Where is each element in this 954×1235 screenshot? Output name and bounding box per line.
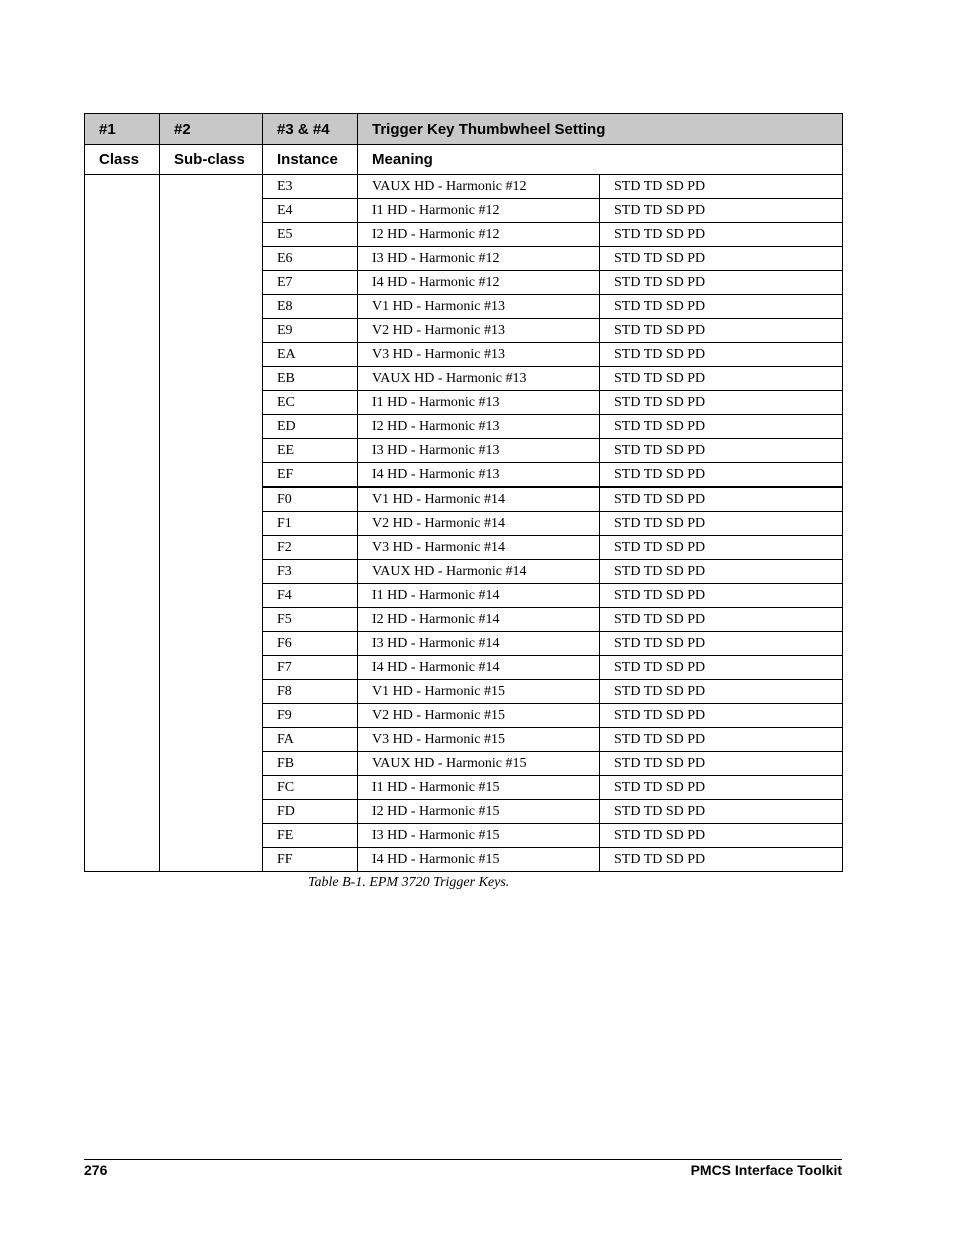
class-cell [85, 560, 160, 584]
table-row [85, 848, 843, 872]
meaning-cell: V2 HD - Harmonic #14 [358, 512, 600, 536]
table-row [85, 728, 843, 752]
table-row [85, 680, 843, 704]
class-cell [85, 199, 160, 223]
header-row-2 [85, 145, 843, 175]
instance-cell: F6 [263, 632, 358, 656]
flags-cell: STD TD SD PD [600, 680, 843, 704]
sub-class-cell [160, 175, 263, 199]
trigger-key-table-container [84, 113, 842, 872]
instance-cell: F3 [263, 560, 358, 584]
flags-cell: STD TD SD PD [600, 415, 843, 439]
flags-cell: STD TD SD PD [600, 608, 843, 632]
flags-cell: STD TD SD PD [600, 247, 843, 271]
meaning-cell: VAUX HD - Harmonic #14 [358, 560, 600, 584]
table-row [85, 776, 843, 800]
flags-cell: STD TD SD PD [600, 295, 843, 319]
flags-cell: STD TD SD PD [600, 632, 843, 656]
class-cell [85, 800, 160, 824]
sub-class-cell [160, 319, 263, 343]
flags-cell: STD TD SD PD [600, 704, 843, 728]
instance-cell: F2 [263, 536, 358, 560]
table-row [85, 584, 843, 608]
meaning-cell: V3 HD - Harmonic #14 [358, 536, 600, 560]
table-row [85, 704, 843, 728]
instance-cell: FD [263, 800, 358, 824]
table-row [85, 271, 843, 295]
instance-cell: EC [263, 391, 358, 415]
table-row [85, 463, 843, 488]
table-row [85, 632, 843, 656]
class-cell [85, 776, 160, 800]
class-cell [85, 343, 160, 367]
sub-class-cell [160, 415, 263, 439]
sub-class-cell [160, 343, 263, 367]
table-row [85, 752, 843, 776]
header-col-1: #1 [85, 114, 160, 145]
class-cell [85, 271, 160, 295]
meaning-cell: I1 HD - Harmonic #12 [358, 199, 600, 223]
flags-cell: STD TD SD PD [600, 848, 843, 872]
table-row [85, 656, 843, 680]
table-row [85, 415, 843, 439]
table-row [85, 199, 843, 223]
instance-cell: FB [263, 752, 358, 776]
flags-cell: STD TD SD PD [600, 560, 843, 584]
flags-cell: STD TD SD PD [600, 463, 843, 488]
instance-cell: F9 [263, 704, 358, 728]
class-cell [85, 704, 160, 728]
meaning-cell: I3 HD - Harmonic #14 [358, 632, 600, 656]
instance-cell: FC [263, 776, 358, 800]
sub-class-cell [160, 247, 263, 271]
table-caption: Table B-1. EPM 3720 Trigger Keys. [308, 875, 510, 890]
meaning-cell: I2 HD - Harmonic #12 [358, 223, 600, 247]
sub-class-cell [160, 584, 263, 608]
flags-cell: STD TD SD PD [600, 271, 843, 295]
class-cell [85, 608, 160, 632]
class-cell [85, 439, 160, 463]
sub-class-cell [160, 367, 263, 391]
class-cell [85, 295, 160, 319]
header-meaning: Meaning [358, 145, 843, 175]
meaning-cell: I2 HD - Harmonic #14 [358, 608, 600, 632]
meaning-cell: V1 HD - Harmonic #15 [358, 680, 600, 704]
flags-cell: STD TD SD PD [600, 728, 843, 752]
class-cell [85, 367, 160, 391]
meaning-cell: I1 HD - Harmonic #13 [358, 391, 600, 415]
sub-class-cell [160, 512, 263, 536]
flags-cell: STD TD SD PD [600, 223, 843, 247]
header-col-2: #2 [160, 114, 263, 145]
sub-class-cell [160, 656, 263, 680]
meaning-cell: VAUX HD - Harmonic #15 [358, 752, 600, 776]
sub-class-cell [160, 560, 263, 584]
flags-cell: STD TD SD PD [600, 391, 843, 415]
table-row [85, 512, 843, 536]
table-row [85, 439, 843, 463]
table-row [85, 608, 843, 632]
class-cell [85, 824, 160, 848]
meaning-cell: I3 HD - Harmonic #12 [358, 247, 600, 271]
instance-cell: E8 [263, 295, 358, 319]
header-row-1 [85, 114, 843, 145]
class-cell [85, 415, 160, 439]
meaning-cell: V3 HD - Harmonic #15 [358, 728, 600, 752]
meaning-cell: I4 HD - Harmonic #14 [358, 656, 600, 680]
sub-class-cell [160, 608, 263, 632]
meaning-cell: V3 HD - Harmonic #13 [358, 343, 600, 367]
class-cell [85, 512, 160, 536]
instance-cell: E5 [263, 223, 358, 247]
header-class: Class [85, 145, 160, 175]
sub-class-cell [160, 752, 263, 776]
table-row [85, 487, 843, 512]
footer-title: PMCS Interface Toolkit [690, 1162, 842, 1178]
instance-cell: E4 [263, 199, 358, 223]
sub-class-cell [160, 800, 263, 824]
sub-class-cell [160, 632, 263, 656]
class-cell [85, 656, 160, 680]
table-row [85, 824, 843, 848]
sub-class-cell [160, 704, 263, 728]
table-row [85, 391, 843, 415]
meaning-cell: I1 HD - Harmonic #14 [358, 584, 600, 608]
class-cell [85, 487, 160, 512]
meaning-cell: V2 HD - Harmonic #15 [358, 704, 600, 728]
class-cell [85, 584, 160, 608]
flags-cell: STD TD SD PD [600, 656, 843, 680]
instance-cell: F0 [263, 487, 358, 512]
meaning-cell: VAUX HD - Harmonic #13 [358, 367, 600, 391]
flags-cell: STD TD SD PD [600, 800, 843, 824]
class-cell [85, 536, 160, 560]
table-row [85, 247, 843, 271]
table-row [85, 319, 843, 343]
table-row [85, 536, 843, 560]
instance-cell: E7 [263, 271, 358, 295]
flags-cell: STD TD SD PD [600, 487, 843, 512]
class-cell [85, 728, 160, 752]
sub-class-cell [160, 728, 263, 752]
sub-class-cell [160, 271, 263, 295]
instance-cell: EB [263, 367, 358, 391]
trigger-key-table [84, 113, 843, 872]
flags-cell: STD TD SD PD [600, 343, 843, 367]
instance-cell: F7 [263, 656, 358, 680]
meaning-cell: I4 HD - Harmonic #15 [358, 848, 600, 872]
sub-class-cell [160, 848, 263, 872]
table-row [85, 367, 843, 391]
class-cell [85, 680, 160, 704]
meaning-cell: V2 HD - Harmonic #13 [358, 319, 600, 343]
sub-class-cell [160, 199, 263, 223]
table-row [85, 295, 843, 319]
class-cell [85, 247, 160, 271]
table-row [85, 223, 843, 247]
flags-cell: STD TD SD PD [600, 776, 843, 800]
class-cell [85, 175, 160, 199]
table-row [85, 800, 843, 824]
instance-cell: E9 [263, 319, 358, 343]
instance-cell: F1 [263, 512, 358, 536]
meaning-cell: I3 HD - Harmonic #13 [358, 439, 600, 463]
sub-class-cell [160, 439, 263, 463]
sub-class-cell [160, 824, 263, 848]
instance-cell: F4 [263, 584, 358, 608]
instance-cell: F8 [263, 680, 358, 704]
class-cell [85, 463, 160, 488]
sub-class-cell [160, 295, 263, 319]
header-sub-class: Sub-class [160, 145, 263, 175]
meaning-cell: VAUX HD - Harmonic #12 [358, 175, 600, 199]
instance-cell: FF [263, 848, 358, 872]
instance-cell: EA [263, 343, 358, 367]
class-cell [85, 391, 160, 415]
flags-cell: STD TD SD PD [600, 752, 843, 776]
instance-cell: EF [263, 463, 358, 488]
meaning-cell: I3 HD - Harmonic #15 [358, 824, 600, 848]
sub-class-cell [160, 463, 263, 488]
instance-cell: ED [263, 415, 358, 439]
flags-cell: STD TD SD PD [600, 199, 843, 223]
footer-divider [84, 1159, 842, 1160]
meaning-cell: V1 HD - Harmonic #14 [358, 487, 600, 512]
sub-class-cell [160, 776, 263, 800]
sub-class-cell [160, 487, 263, 512]
instance-cell: E6 [263, 247, 358, 271]
table-row [85, 175, 843, 199]
flags-cell: STD TD SD PD [600, 175, 843, 199]
meaning-cell: I2 HD - Harmonic #13 [358, 415, 600, 439]
flags-cell: STD TD SD PD [600, 439, 843, 463]
meaning-cell: I2 HD - Harmonic #15 [358, 800, 600, 824]
class-cell [85, 319, 160, 343]
footer-page-number: 276 [84, 1162, 108, 1178]
meaning-cell: I4 HD - Harmonic #13 [358, 463, 600, 488]
sub-class-cell [160, 223, 263, 247]
instance-cell: EE [263, 439, 358, 463]
header-instance: Instance [263, 145, 358, 175]
meaning-cell: V1 HD - Harmonic #13 [358, 295, 600, 319]
table-body [85, 175, 843, 872]
sub-class-cell [160, 536, 263, 560]
instance-cell: E3 [263, 175, 358, 199]
flags-cell: STD TD SD PD [600, 536, 843, 560]
flags-cell: STD TD SD PD [600, 584, 843, 608]
instance-cell: F5 [263, 608, 358, 632]
class-cell [85, 632, 160, 656]
flags-cell: STD TD SD PD [600, 319, 843, 343]
flags-cell: STD TD SD PD [600, 824, 843, 848]
flags-cell: STD TD SD PD [600, 367, 843, 391]
meaning-cell: I4 HD - Harmonic #12 [358, 271, 600, 295]
meaning-cell: I1 HD - Harmonic #15 [358, 776, 600, 800]
class-cell [85, 848, 160, 872]
header-col-3-4: #3 & #4 [263, 114, 358, 145]
header-trigger-key-setting: Trigger Key Thumbwheel Setting [358, 114, 843, 145]
table-row [85, 560, 843, 584]
flags-cell: STD TD SD PD [600, 512, 843, 536]
sub-class-cell [160, 391, 263, 415]
table-row [85, 343, 843, 367]
instance-cell: FA [263, 728, 358, 752]
instance-cell: FE [263, 824, 358, 848]
sub-class-cell [160, 680, 263, 704]
class-cell [85, 223, 160, 247]
class-cell [85, 752, 160, 776]
